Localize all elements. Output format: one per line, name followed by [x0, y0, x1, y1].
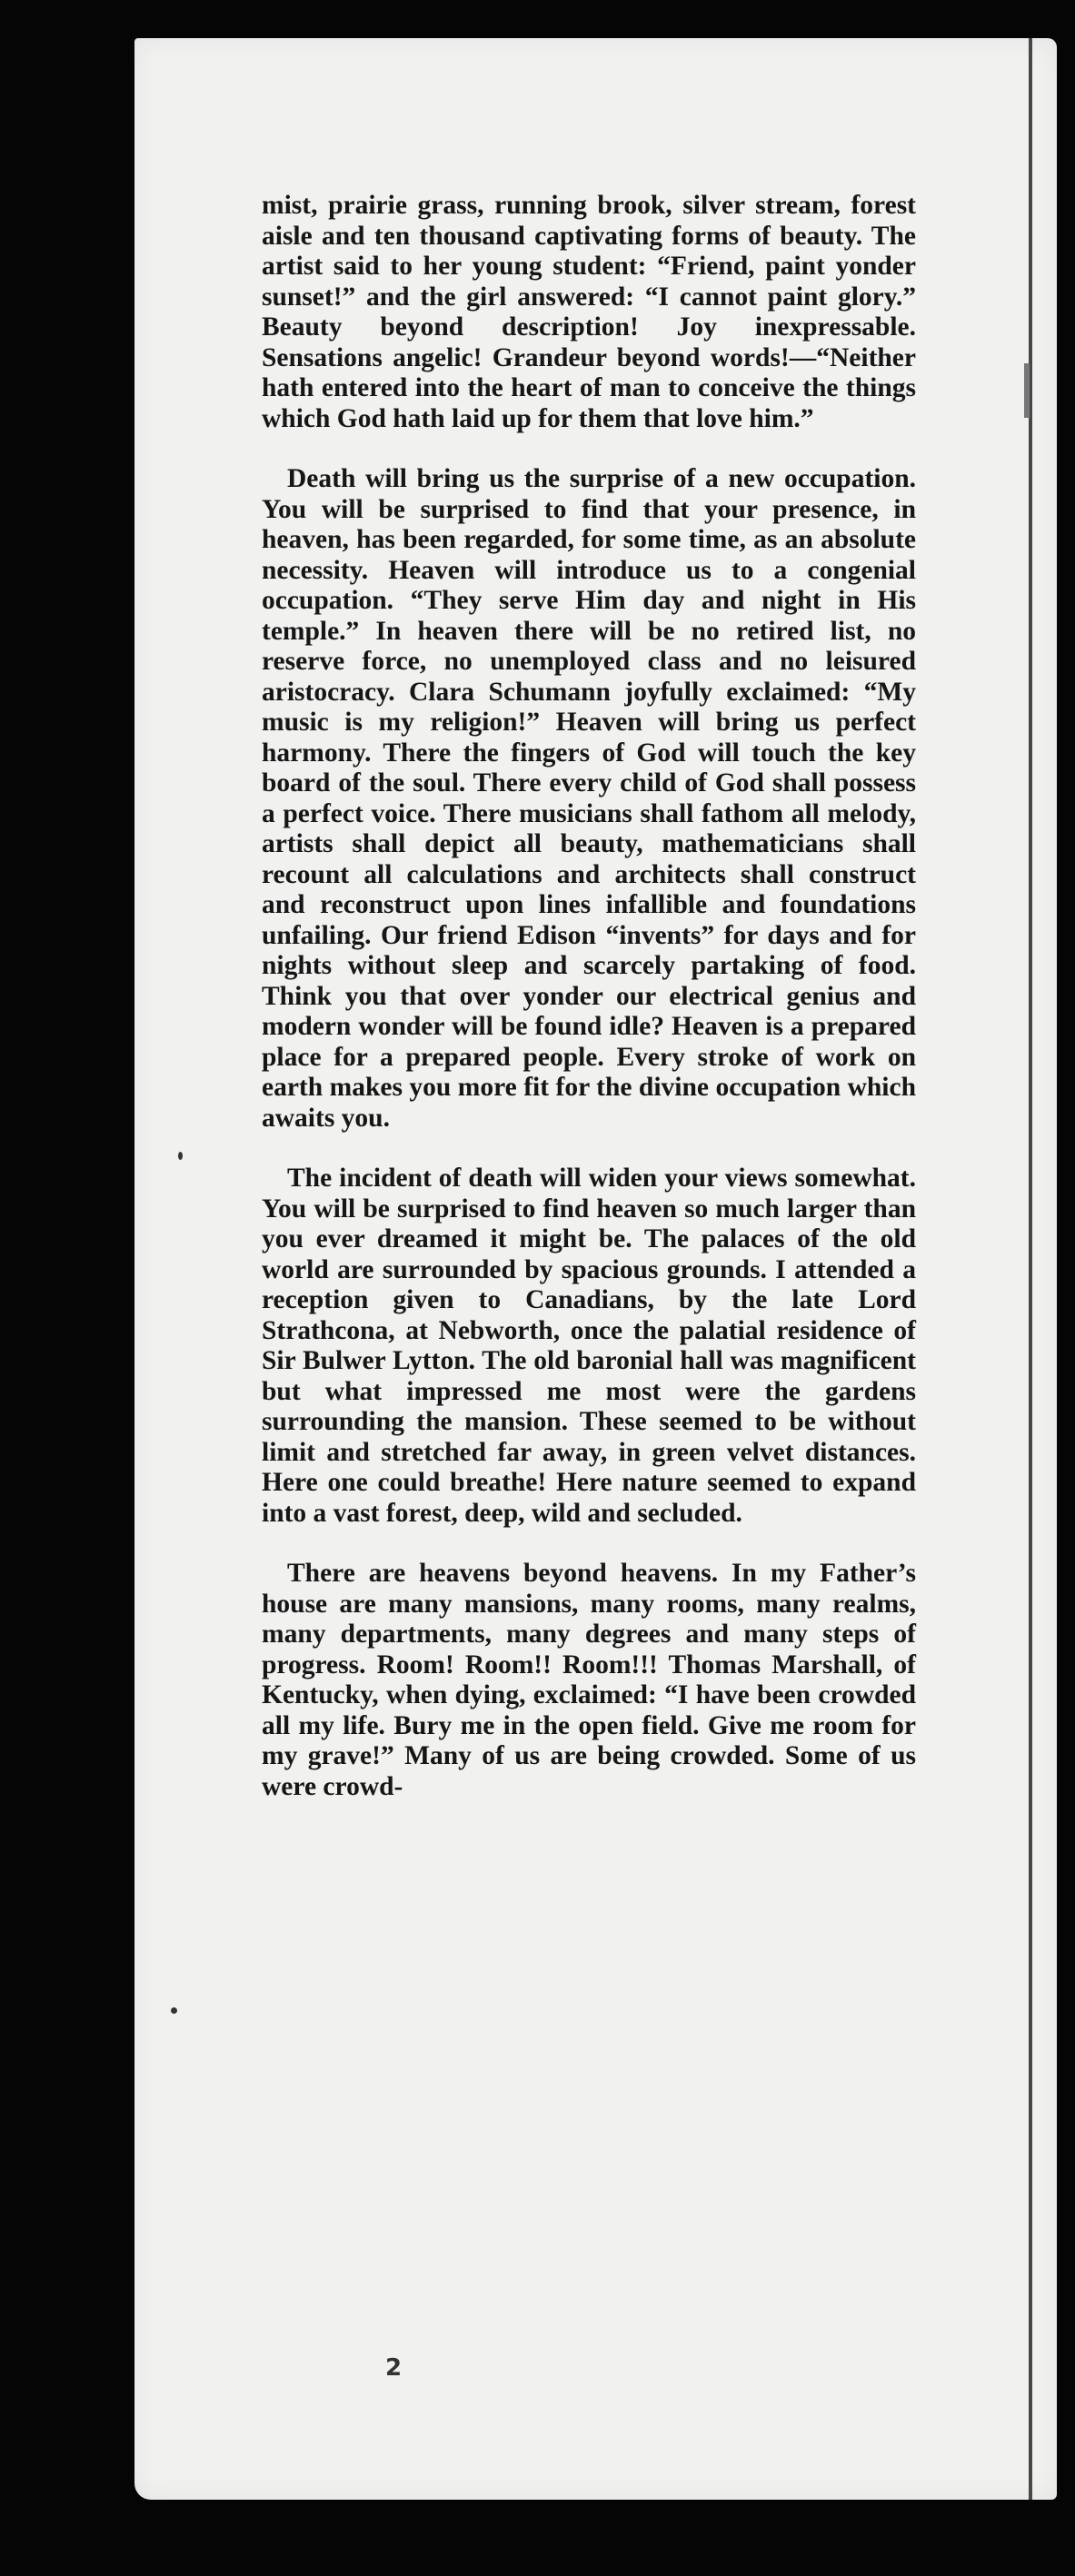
paragraph-3: The incident of death will widen your views somewhat. You will be surprised to find heaven so much larger than you ever dreamed it might be. The palaces of the old world are surrounded by spacious grounds. I attended a reception given to Canadians, by the late Lord Strathcona, at Nebworth, once the palatial residence of Sir Bulwer Lytton. The old baronial hall was magnificent but what impressed me most were the gardens surrounding the mansion. These seemed to be without limit and stretched far away, in green velvet distances. Here one could breathe! Here nature seemed to expand into a vast forest, deep, wild and secluded. — [262, 1164, 916, 1528]
margin-mark — [1024, 363, 1030, 418]
article-text-column — [262, 191, 916, 1832]
paragraph-4: There are heavens beyond heavens. In my Father’s house are many mansions, many rooms, many realms, many departments, many degrees and many steps of progress. Room! Room!! Room!!! Thomas Marshall, of Kentucky, when dying, exclaimed: “I have been crowded all my life. Bury me in the open field. Give me room for my grave!” Many of us are being crowded. Some of us were crowd- — [262, 1559, 916, 1801]
paragraph-1: mist, prairie grass, running brook, silver stream, forest aisle and ten thousand captivating forms of beauty. The artist said to her young student: “Friend, paint yonder sunset!” and the girl answered: “I cannot paint glory.” Beauty beyond description! Joy inexpressable. Sensations angelic! Grandeur beyond words!—“Neither hath entered into the heart of man to conceive the things which God hath laid up for them that love him.” — [262, 191, 916, 433]
page-number: 2 — [385, 2354, 403, 2382]
paragraph-2: Death will bring us the surprise of a new occupation. You will be surprised to find that your presence, in heaven, has been regarded, for some time, as an absolute necessity. Heaven will introduce us to a congenial occupation. “They serve Him day and night in His temple.” In heaven there will be no retired list, no reserve force, no unemployed class and no leisured aristocracy. Clara Schumann joyfully exclaimed: “My music is my religion!” Heaven will bring us perfect harmony. There the fingers of God will touch the key board of the soul. There every child of God shall possess a perfect voice. There musicians shall fathom all melody, artists shall depict all beauty, mathematicians shall recount all calculations and architects shall construct and reconstruct upon lines infallible and foundations unfailing. Our friend Edison “invents” for days and for nights without sleep and scarcely partaking of food. Think you that over yonder our electrical genius and modern wonder will be found idle? Heaven is a prepared place for a prepared people. Every stroke of work on earth makes you more fit for the divine occupation which awaits you. — [262, 464, 916, 1133]
margin-speck — [171, 2007, 177, 2014]
margin-speck — [178, 1152, 183, 1160]
